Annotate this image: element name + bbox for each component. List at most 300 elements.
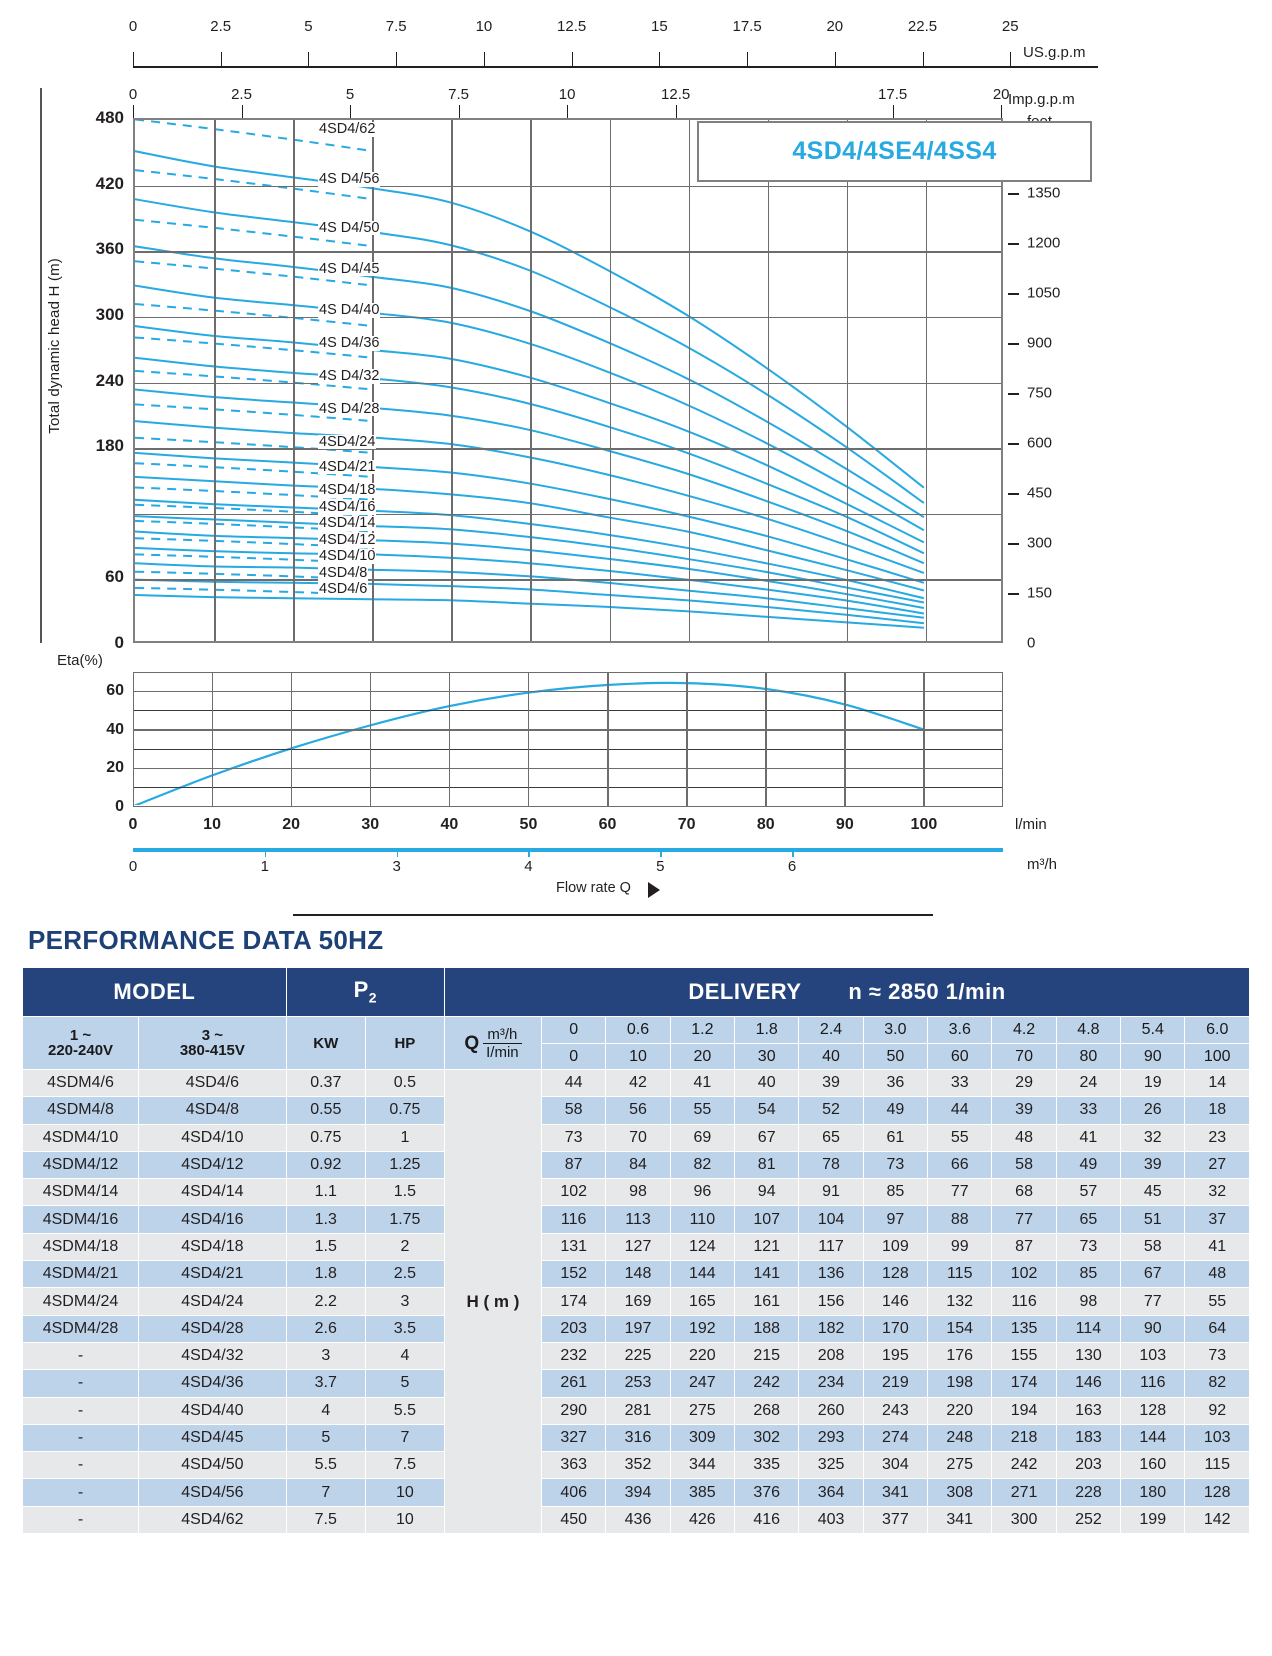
feet-tick-label: 150 bbox=[1027, 584, 1053, 602]
imp-gpm-tick bbox=[242, 105, 243, 118]
cell-hp: 10 bbox=[365, 1479, 444, 1506]
curve-label: 4SD4/62 bbox=[319, 121, 376, 138]
eta-gridline-v bbox=[212, 673, 214, 806]
cell-kw: 5 bbox=[286, 1424, 365, 1451]
cell-head-value: 116 bbox=[992, 1288, 1056, 1315]
cell-kw: 1.8 bbox=[286, 1261, 365, 1288]
cell-head-value: 26 bbox=[1121, 1097, 1185, 1124]
table-row bbox=[23, 1397, 1250, 1424]
th-q-m3h: m³/h bbox=[483, 1027, 522, 1044]
chart-gridline-v bbox=[689, 120, 691, 641]
eta-axis-title: Eta(%) bbox=[57, 652, 103, 669]
lmin-unit-label: l/min bbox=[1015, 816, 1047, 833]
cell-head-value: 199 bbox=[1121, 1506, 1185, 1533]
cell-head-value: 58 bbox=[1121, 1233, 1185, 1260]
cell-head-value: 48 bbox=[992, 1124, 1056, 1151]
cell-head-value: 110 bbox=[670, 1206, 734, 1233]
cell-head-value: 55 bbox=[928, 1124, 992, 1151]
cell-head-value: 203 bbox=[542, 1315, 606, 1342]
th-flow-lmin: 0 bbox=[569, 1047, 579, 1065]
cell-head-value: 302 bbox=[735, 1424, 799, 1451]
cell-kw: 3 bbox=[286, 1342, 365, 1369]
us-gpm-tick bbox=[923, 52, 924, 66]
cell-head-value: 87 bbox=[992, 1233, 1056, 1260]
th-flow-col bbox=[863, 1017, 927, 1070]
feet-tick bbox=[1008, 343, 1019, 345]
cell-head-value: 41 bbox=[1056, 1124, 1120, 1151]
us-gpm-tick bbox=[484, 52, 485, 66]
cell-model-1ph: - bbox=[23, 1342, 139, 1369]
cell-model-1ph: 4SDM4/28 bbox=[23, 1315, 139, 1342]
cell-kw: 0.92 bbox=[286, 1151, 365, 1178]
cell-head-value: 152 bbox=[542, 1261, 606, 1288]
cell-head-value: 85 bbox=[863, 1179, 927, 1206]
cell-head-value: 131 bbox=[542, 1233, 606, 1260]
cell-head-value: 116 bbox=[542, 1206, 606, 1233]
curve-label: 4SD4/10 bbox=[319, 548, 376, 565]
eta-gridline-v bbox=[528, 673, 530, 806]
cell-model-3ph: 4SD4/50 bbox=[139, 1452, 287, 1479]
imp-gpm-tick bbox=[1001, 105, 1002, 118]
cell-hp: 2.5 bbox=[365, 1261, 444, 1288]
imp-gpm-tick-label: 5 bbox=[345, 86, 355, 103]
cell-head-value: 225 bbox=[606, 1342, 670, 1369]
curve-label: 4SD4/16 bbox=[319, 499, 376, 516]
lmin-tick-label: 40 bbox=[440, 816, 459, 833]
lmin-tick-label: 0 bbox=[128, 816, 138, 833]
th-flow-lmin: 100 bbox=[1203, 1047, 1231, 1065]
cell-head-value: 77 bbox=[992, 1206, 1056, 1233]
us-gpm-axis-line bbox=[133, 66, 1098, 68]
head-tick-label: 180 bbox=[95, 436, 124, 456]
cell-head-value: 403 bbox=[799, 1506, 863, 1533]
cell-head-value: 198 bbox=[928, 1370, 992, 1397]
th-flow-lmin: 90 bbox=[1143, 1047, 1162, 1065]
chart-gridline-v bbox=[610, 120, 612, 641]
feet-tick bbox=[1008, 593, 1019, 595]
cell-head-value: 275 bbox=[928, 1452, 992, 1479]
imp-gpm-tick-label: 0 bbox=[128, 86, 138, 103]
cell-model-3ph: 4SD4/40 bbox=[139, 1397, 287, 1424]
m3h-tick bbox=[528, 848, 530, 857]
us-gpm-tick-label: 12.5 bbox=[557, 18, 587, 35]
us-gpm-tick-label: 5 bbox=[304, 18, 313, 35]
imp-gpm-tick bbox=[893, 105, 894, 118]
cell-head-value: 163 bbox=[1056, 1397, 1120, 1424]
cell-head-value: 56 bbox=[606, 1097, 670, 1124]
feet-tick bbox=[1008, 193, 1019, 195]
cell-model-1ph: 4SDM4/12 bbox=[23, 1151, 139, 1178]
eta-gridline-h bbox=[134, 729, 1002, 731]
th-flow-m3h: 3.6 bbox=[928, 1018, 991, 1044]
cell-hp: 1.5 bbox=[365, 1179, 444, 1206]
cell-head-value: 19 bbox=[1121, 1070, 1185, 1097]
performance-data-table bbox=[22, 967, 1250, 1534]
curve-label: 4S D4/36 bbox=[319, 335, 380, 352]
curve-label: 4S D4/45 bbox=[319, 260, 380, 277]
cell-model-3ph: 4SD4/36 bbox=[139, 1370, 287, 1397]
feet-tick-label: 750 bbox=[1027, 384, 1053, 402]
cell-head-value: 115 bbox=[1185, 1452, 1250, 1479]
m3h-tick-label: 1 bbox=[260, 858, 269, 875]
th-flow-col bbox=[735, 1017, 799, 1070]
cell-head-value: 194 bbox=[992, 1397, 1056, 1424]
cell-head-value: 54 bbox=[735, 1097, 799, 1124]
cell-kw: 4 bbox=[286, 1397, 365, 1424]
cell-hp: 10 bbox=[365, 1506, 444, 1533]
head-tick-label: 240 bbox=[95, 370, 124, 390]
cell-head-value: 65 bbox=[799, 1124, 863, 1151]
cell-head-value: 426 bbox=[670, 1506, 734, 1533]
table-subheader-row bbox=[23, 1017, 1250, 1070]
flow-rate-label: Flow rate Q bbox=[556, 880, 631, 896]
table-row bbox=[23, 1452, 1250, 1479]
cell-head-value: 363 bbox=[542, 1452, 606, 1479]
cell-hp: 4 bbox=[365, 1342, 444, 1369]
cell-head-value: 252 bbox=[1056, 1506, 1120, 1533]
eta-gridline-h bbox=[134, 768, 1002, 770]
cell-kw: 2.2 bbox=[286, 1288, 365, 1315]
cell-head-value: 203 bbox=[1056, 1452, 1120, 1479]
cell-head-value: 65 bbox=[1056, 1206, 1120, 1233]
head-tick-label: 60 bbox=[105, 567, 124, 587]
cell-model-1ph: - bbox=[23, 1506, 139, 1533]
th-flow-lmin: 40 bbox=[822, 1047, 840, 1065]
cell-head-value: 73 bbox=[863, 1151, 927, 1178]
chart-gridline-h bbox=[135, 251, 1001, 253]
lmin-tick-label: 20 bbox=[282, 816, 301, 833]
chart-gridline-h bbox=[135, 317, 1001, 319]
eta-gridline-v bbox=[923, 673, 925, 806]
cell-head-value: 113 bbox=[606, 1206, 670, 1233]
lmin-tick-label: 50 bbox=[519, 816, 538, 833]
efficiency-curve bbox=[134, 673, 1001, 805]
head-flow-chart bbox=[133, 118, 1003, 643]
us-gpm-tick bbox=[659, 52, 660, 66]
th-p2-text: P bbox=[353, 977, 369, 1003]
cell-model-1ph: 4SDM4/21 bbox=[23, 1261, 139, 1288]
cell-head-value: 39 bbox=[992, 1097, 1056, 1124]
table-row bbox=[23, 1315, 1250, 1342]
cell-head-value: 81 bbox=[735, 1151, 799, 1178]
th-phase1-line1: 1 ~ bbox=[69, 1027, 92, 1044]
cell-hp: 2 bbox=[365, 1233, 444, 1260]
efficiency-chart bbox=[133, 672, 1003, 807]
cell-head-value: 436 bbox=[606, 1506, 670, 1533]
imp-gpm-tick-label: 12.5 bbox=[661, 86, 691, 103]
cell-hp: 3.5 bbox=[365, 1315, 444, 1342]
eta-gridline-v bbox=[449, 673, 451, 806]
table-row bbox=[23, 1342, 1250, 1369]
eta-gridline-v bbox=[844, 673, 846, 806]
cell-head-value: 24 bbox=[1056, 1070, 1120, 1097]
cell-model-1ph: - bbox=[23, 1479, 139, 1506]
model-title: 4SD4/4SE4/4SS4 bbox=[792, 137, 997, 165]
m3h-tick bbox=[265, 848, 267, 857]
cell-head-value: 77 bbox=[928, 1179, 992, 1206]
us-gpm-tick bbox=[835, 52, 836, 66]
cell-head-value: 27 bbox=[1185, 1151, 1250, 1178]
th-flow-m3h: 5.4 bbox=[1121, 1018, 1184, 1044]
cell-head-label: H ( m ) bbox=[444, 1070, 541, 1534]
cell-head-value: 51 bbox=[1121, 1206, 1185, 1233]
imp-gpm-tick bbox=[133, 105, 134, 118]
cell-head-value: 39 bbox=[799, 1070, 863, 1097]
table-row bbox=[23, 1233, 1250, 1260]
us-gpm-tick-label: 20 bbox=[826, 18, 844, 35]
cell-head-value: 248 bbox=[928, 1424, 992, 1451]
cell-hp: 1 bbox=[365, 1124, 444, 1151]
cell-head-value: 215 bbox=[735, 1342, 799, 1369]
y-axis-title: Total dynamic head H (m) bbox=[46, 258, 63, 434]
th-flow-col bbox=[606, 1017, 670, 1070]
cell-head-value: 70 bbox=[606, 1124, 670, 1151]
cell-head-value: 132 bbox=[928, 1288, 992, 1315]
cell-hp: 5 bbox=[365, 1370, 444, 1397]
cell-head-value: 14 bbox=[1185, 1070, 1250, 1097]
curve-label: 4S D4/40 bbox=[319, 302, 380, 319]
us-gpm-tick-label: 10 bbox=[475, 18, 493, 35]
cell-head-value: 103 bbox=[1185, 1424, 1250, 1451]
cell-head-value: 406 bbox=[542, 1479, 606, 1506]
cell-head-value: 220 bbox=[928, 1397, 992, 1424]
cell-model-1ph: 4SDM4/16 bbox=[23, 1206, 139, 1233]
cell-head-value: 148 bbox=[606, 1261, 670, 1288]
feet-tick-label: 1050 bbox=[1027, 284, 1061, 302]
chart-gridline-h bbox=[135, 448, 1001, 450]
feet-tick-label: 300 bbox=[1027, 534, 1053, 552]
th-flow-lmin: 50 bbox=[886, 1047, 905, 1065]
feet-tick-label: 1200 bbox=[1027, 234, 1061, 252]
chart-gridline-v bbox=[214, 120, 216, 641]
m3h-tick bbox=[660, 848, 662, 857]
th-flow-lmin: 30 bbox=[757, 1047, 776, 1065]
head-tick-label: 420 bbox=[95, 173, 124, 193]
imp-gpm-tick bbox=[350, 105, 351, 118]
curve-label: 4SD4/8 bbox=[319, 565, 368, 582]
curve-label: 4SD4/21 bbox=[319, 458, 376, 475]
cell-model-3ph: 4SD4/45 bbox=[139, 1424, 287, 1451]
imp-gpm-unit-label: Imp.g.p.m bbox=[1008, 91, 1075, 108]
cell-head-value: 45 bbox=[1121, 1179, 1185, 1206]
cell-head-value: 94 bbox=[735, 1179, 799, 1206]
cell-head-value: 82 bbox=[1185, 1370, 1250, 1397]
cell-model-1ph: - bbox=[23, 1452, 139, 1479]
th-model: MODEL bbox=[23, 968, 287, 1017]
cell-head-value: 103 bbox=[1121, 1342, 1185, 1369]
cell-head-value: 67 bbox=[735, 1124, 799, 1151]
cell-head-value: 58 bbox=[992, 1151, 1056, 1178]
cell-head-value: 58 bbox=[542, 1097, 606, 1124]
cell-head-value: 37 bbox=[1185, 1206, 1250, 1233]
th-flow-m3h: 2.4 bbox=[799, 1018, 862, 1044]
cell-head-value: 57 bbox=[1056, 1179, 1120, 1206]
cell-head-value: 90 bbox=[1121, 1315, 1185, 1342]
cell-head-value: 300 bbox=[992, 1506, 1056, 1533]
eta-gridline-h bbox=[134, 691, 1002, 693]
cell-kw: 1.1 bbox=[286, 1179, 365, 1206]
cell-head-value: 293 bbox=[799, 1424, 863, 1451]
cell-head-value: 275 bbox=[670, 1397, 734, 1424]
chart-gridline-v bbox=[293, 120, 295, 641]
lmin-tick-label: 90 bbox=[835, 816, 854, 833]
cell-head-value: 102 bbox=[992, 1261, 1056, 1288]
cell-head-value: 128 bbox=[1185, 1479, 1250, 1506]
cell-head-value: 141 bbox=[735, 1261, 799, 1288]
head-tick-label: 480 bbox=[95, 108, 124, 127]
cell-head-value: 344 bbox=[670, 1452, 734, 1479]
cell-kw: 7.5 bbox=[286, 1506, 365, 1533]
cell-head-value: 146 bbox=[863, 1288, 927, 1315]
th-flow-col bbox=[542, 1017, 606, 1070]
th-phase1-line2: 220-240V bbox=[47, 1042, 114, 1059]
cell-model-3ph: 4SD4/6 bbox=[139, 1070, 287, 1097]
th-phase3-line1: 3 ~ bbox=[201, 1027, 224, 1044]
cell-head-value: 335 bbox=[735, 1452, 799, 1479]
imp-gpm-tick bbox=[567, 105, 568, 118]
cell-head-value: 271 bbox=[992, 1479, 1056, 1506]
us-gpm-tick-label: 2.5 bbox=[210, 18, 232, 35]
cell-head-value: 107 bbox=[735, 1206, 799, 1233]
cell-head-value: 364 bbox=[799, 1479, 863, 1506]
cell-hp: 1.25 bbox=[365, 1151, 444, 1178]
cell-head-value: 102 bbox=[542, 1179, 606, 1206]
cell-head-value: 156 bbox=[799, 1288, 863, 1315]
cell-head-value: 377 bbox=[863, 1506, 927, 1533]
th-kw: KW bbox=[286, 1017, 365, 1070]
cell-model-3ph: 4SD4/21 bbox=[139, 1261, 287, 1288]
cell-head-value: 341 bbox=[863, 1479, 927, 1506]
m3h-axis-bar bbox=[133, 848, 1003, 852]
cell-head-value: 124 bbox=[670, 1233, 734, 1260]
cell-head-value: 82 bbox=[670, 1151, 734, 1178]
cell-head-value: 23 bbox=[1185, 1124, 1250, 1151]
th-flow-m3h: 4.8 bbox=[1057, 1018, 1120, 1044]
cell-head-value: 52 bbox=[799, 1097, 863, 1124]
imp-gpm-tick-label: 2.5 bbox=[231, 86, 252, 103]
cell-hp: 5.5 bbox=[365, 1397, 444, 1424]
eta-gridline-h bbox=[134, 749, 1002, 750]
cell-head-value: 261 bbox=[542, 1370, 606, 1397]
cell-head-value: 98 bbox=[1056, 1288, 1120, 1315]
chart-gridline-v bbox=[451, 120, 453, 641]
cell-model-1ph: 4SDM4/24 bbox=[23, 1288, 139, 1315]
cell-head-value: 77 bbox=[1121, 1288, 1185, 1315]
cell-hp: 7 bbox=[365, 1424, 444, 1451]
lmin-tick-label: 70 bbox=[677, 816, 696, 833]
cell-model-3ph: 4SD4/24 bbox=[139, 1288, 287, 1315]
lmin-tick-label: 100 bbox=[910, 816, 938, 833]
th-phase3-line2: 380-415V bbox=[179, 1042, 245, 1059]
cell-head-value: 117 bbox=[799, 1233, 863, 1260]
table-row bbox=[23, 1070, 1250, 1097]
head-tick-label: 300 bbox=[95, 304, 124, 324]
cell-head-value: 66 bbox=[928, 1151, 992, 1178]
cell-head-value: 232 bbox=[542, 1342, 606, 1369]
th-flow-m3h: 1.2 bbox=[671, 1018, 734, 1044]
cell-head-value: 130 bbox=[1056, 1342, 1120, 1369]
cell-head-value: 165 bbox=[670, 1288, 734, 1315]
cell-head-value: 180 bbox=[1121, 1479, 1185, 1506]
th-q: Q bbox=[464, 1032, 480, 1054]
cell-model-3ph: 4SD4/32 bbox=[139, 1342, 287, 1369]
m3h-tick-label: 4 bbox=[524, 858, 533, 875]
eta-gridline-v bbox=[686, 673, 688, 806]
us-gpm-tick bbox=[133, 52, 134, 66]
cell-head-value: 127 bbox=[606, 1233, 670, 1260]
cell-kw: 7 bbox=[286, 1479, 365, 1506]
th-delivery bbox=[444, 968, 1249, 1017]
curve-label: 4SD4/14 bbox=[319, 515, 376, 532]
cell-head-value: 242 bbox=[735, 1370, 799, 1397]
cell-head-value: 155 bbox=[992, 1342, 1056, 1369]
m3h-tick bbox=[792, 848, 794, 857]
table-row bbox=[23, 1151, 1250, 1178]
cell-model-1ph: 4SDM4/14 bbox=[23, 1179, 139, 1206]
cell-head-value: 234 bbox=[799, 1370, 863, 1397]
cell-hp: 3 bbox=[365, 1288, 444, 1315]
cell-head-value: 39 bbox=[1121, 1151, 1185, 1178]
cell-head-value: 41 bbox=[670, 1070, 734, 1097]
th-flow-lmin: 80 bbox=[1079, 1047, 1098, 1065]
th-hp: HP bbox=[365, 1017, 444, 1070]
cell-head-value: 91 bbox=[799, 1179, 863, 1206]
th-flow-lmin: 10 bbox=[629, 1047, 647, 1065]
cell-head-value: 304 bbox=[863, 1452, 927, 1479]
cell-model-1ph: - bbox=[23, 1370, 139, 1397]
cell-head-value: 109 bbox=[863, 1233, 927, 1260]
us-gpm-tick-label: 25 bbox=[1001, 18, 1019, 35]
us-gpm-tick bbox=[572, 52, 573, 66]
th-q-lmin: I/min bbox=[486, 1043, 519, 1061]
imp-gpm-tick bbox=[459, 105, 460, 118]
cell-head-value: 450 bbox=[542, 1506, 606, 1533]
cell-model-3ph: 4SD4/8 bbox=[139, 1097, 287, 1124]
cell-model-3ph: 4SD4/18 bbox=[139, 1233, 287, 1260]
cell-head-value: 197 bbox=[606, 1315, 670, 1342]
cell-model-1ph: 4SDM4/8 bbox=[23, 1097, 139, 1124]
cell-head-value: 64 bbox=[1185, 1315, 1250, 1342]
cell-kw: 1.3 bbox=[286, 1206, 365, 1233]
cell-head-value: 92 bbox=[1185, 1397, 1250, 1424]
table-row bbox=[23, 1179, 1250, 1206]
cell-hp: 0.75 bbox=[365, 1097, 444, 1124]
head-tick-label: 0 bbox=[114, 633, 124, 652]
chart-gridline-h bbox=[135, 579, 1001, 581]
curve-label: 4S D4/28 bbox=[319, 400, 380, 417]
curve-label: 4S D4/56 bbox=[319, 171, 380, 188]
th-flow-m3h: 3.0 bbox=[864, 1018, 927, 1044]
us-gpm-tick bbox=[221, 52, 222, 66]
th-flow-m3h: 0 bbox=[542, 1018, 605, 1044]
cell-head-value: 68 bbox=[992, 1179, 1056, 1206]
cell-kw: 3.7 bbox=[286, 1370, 365, 1397]
chart-gridline-v bbox=[847, 120, 849, 641]
left-axis-rule bbox=[40, 88, 42, 643]
imp-gpm-tick-label: 17.5 bbox=[878, 86, 908, 103]
eta-gridline-h bbox=[134, 787, 1002, 788]
cell-kw: 5.5 bbox=[286, 1452, 365, 1479]
cell-head-value: 55 bbox=[670, 1097, 734, 1124]
cell-head-value: 182 bbox=[799, 1315, 863, 1342]
cell-head-value: 188 bbox=[735, 1315, 799, 1342]
cell-head-value: 341 bbox=[928, 1506, 992, 1533]
cell-head-value: 308 bbox=[928, 1479, 992, 1506]
us-gpm-tick-label: 15 bbox=[651, 18, 668, 35]
m3h-tick-label: 0 bbox=[128, 858, 138, 875]
cell-head-value: 160 bbox=[1121, 1452, 1185, 1479]
cell-head-value: 104 bbox=[799, 1206, 863, 1233]
